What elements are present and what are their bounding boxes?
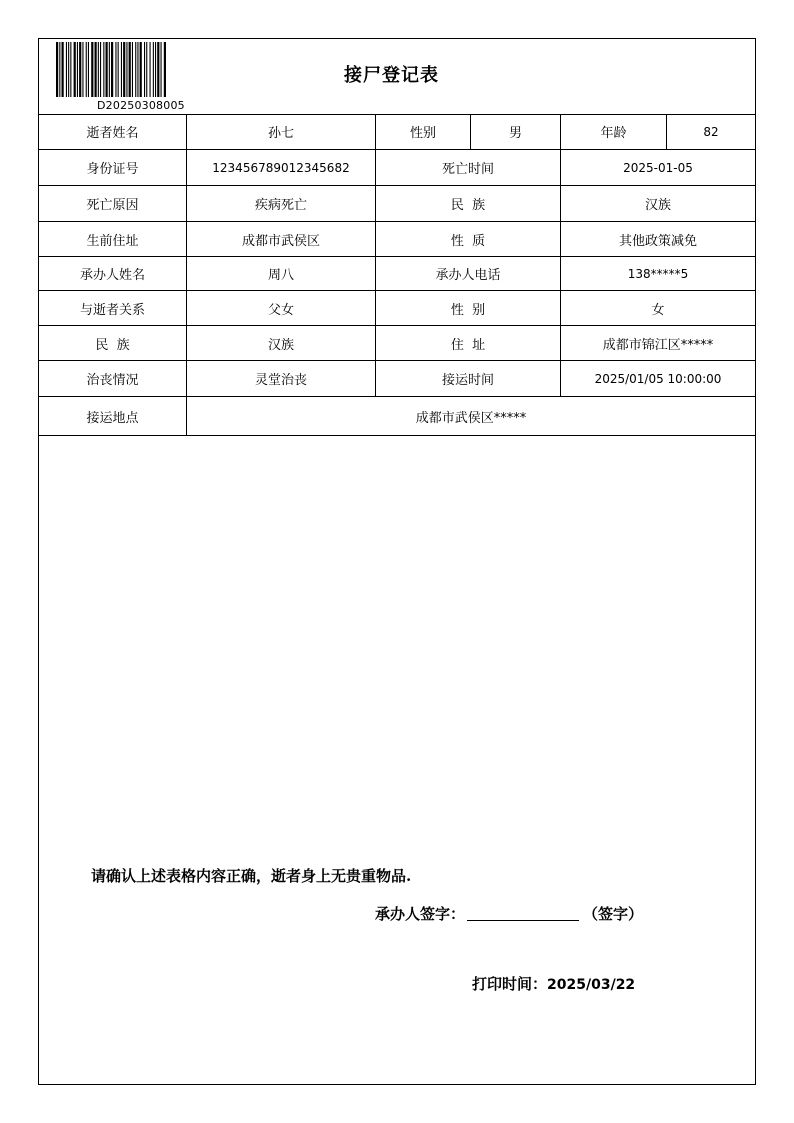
age-value: 82 [666,114,755,149]
death-cause-value: 疾病死亡 [186,186,375,221]
barcode-image [56,42,224,97]
handler-ethnicity-label: 民 族 [95,337,130,353]
print-time-label: 打印时间： [472,975,548,993]
death-time-label: 死亡时间 [375,150,560,185]
handler-ethnicity-value: 汉族 [186,326,375,360]
pickup-location-value: 成都市武侯区***** [186,397,755,435]
handler-phone-value: 138*****5 [560,257,755,290]
death-cause-label: 死亡原因 [86,198,139,213]
relation-value: 父女 [186,291,375,325]
signature-block [375,903,643,924]
deceased-name-value: 孙七 [186,114,375,149]
death-time-value: 2025-01-05 [560,150,755,185]
table-row [39,397,755,436]
deceased-name-label: 逝者姓名 [86,126,139,141]
age-label: 年龄 [560,114,666,149]
gender-label: 性别 [375,114,470,149]
form-header [39,39,755,115]
address-label: 生前住址 [86,233,139,249]
funeral-value: 灵堂治丧 [186,361,375,396]
page-title: 接尸登记表 [344,65,439,86]
table-row [39,114,755,150]
id-number-value: 123456789012345682 [186,150,375,185]
print-time-value: 2025/03/22 [547,977,636,993]
table-row [39,222,755,257]
nature-value: 其他政策减免 [560,222,755,256]
handler-gender-label: 性 别 [375,291,560,325]
handler-name-label: 承办人姓名 [79,268,145,283]
signature-label: 承办人签字： [375,905,466,923]
table-row [39,150,755,186]
table-row [39,361,755,397]
nature-label: 性 质 [375,222,560,256]
barcode-number: D20250308005 [97,99,185,112]
pickup-location-label: 接运地点 [86,410,139,426]
relation-label: 与逝者关系 [79,302,145,318]
ethnicity-label: 民 族 [375,186,560,221]
table-row [39,291,755,326]
handler-gender-value: 女 [560,291,755,325]
signature-line[interactable] [467,904,579,921]
confirmation-note: 请确认上述表格内容正确，逝者身上无贵重物品. [91,867,412,885]
id-number-label: 身份证号 [86,162,139,177]
handler-name-value: 周八 [186,257,375,290]
funeral-label: 治丧情况 [86,373,139,388]
handler-address-label: 住 址 [375,326,560,360]
handler-address-value: 成都市锦江区***** [560,326,755,360]
handler-phone-label: 承办人电话 [375,257,560,290]
transport-time-label: 接运时间 [375,361,560,396]
table-row [39,186,755,222]
ethnicity-value: 汉族 [560,186,755,221]
signature-suffix: （签字） [583,905,644,923]
table-row [39,326,755,361]
registration-form [38,38,756,1085]
address-value: 成都市武侯区 [186,222,375,256]
transport-time-value: 2025/01/05 10:00:00 [560,361,755,396]
table-row [39,257,755,291]
print-time-block [472,973,635,994]
gender-value: 男 [470,114,560,149]
